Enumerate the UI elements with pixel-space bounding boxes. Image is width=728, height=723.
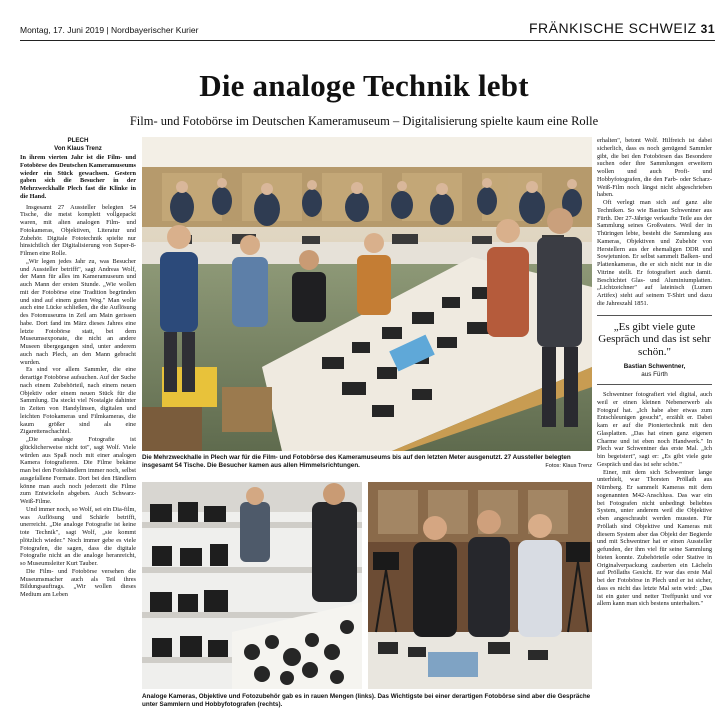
article-paragraph: Oft verlegt man sich auf ganz alte Techniken. So wie Bastian Schwentner aus Fürth. Der 27-Jährige verkaufte Teile aus der Sammlung seines Großvaters. Weil der in Thüringen lebte, besteht die Sammlung aus Kameras, Objektiven und Zubehör von Herstellern aus der ehemaligen DDR und Sowjetunion. Er selbst sammelt Balken- und Plattenkameras, die er sich nicht nur in die Vitrine stellt. Er fotografiert auch damit. Beschichtet Glas- und Aluminiumplatten. „Lichtzeichner" auf lateinisch (Lumen Artifex) steht auf seinem T-Shirt und dazu die Jahreszahl 1851. bbox=[597, 199, 712, 307]
main-photo-caption bbox=[142, 454, 592, 470]
main-photo-hall bbox=[142, 137, 592, 451]
cameras-scene-image bbox=[142, 482, 362, 689]
article-paragraph: Schwentner fotografiert viel digital, auch weil er einen kleinen Nebenerwerb als Fotograf hat. „Ich habe aber etwas zum Entschleunigen gesucht", erzählt er. Dabei kam er auf die Pioniertechnik mit den Glasplatten. „Das hat einen ganz eigenen Charme und ist eben noch Handwerk." In Plech war Schwentner das erste Mal. „Ich bin begeistert", sagt er: „Es gibt viele gute Gespräch und das ist sehr schön." bbox=[597, 391, 712, 468]
collectors-scene-image bbox=[368, 482, 592, 689]
article-lead: In ihrem vierten Jahr ist die Film- und Fotobörse des Deutschen Kameramuseums wieder ein Stück gewachsen. Gestern gaben sich die Besucher in der Mehrzweckhalle Plech fast die Klinke in die Hand. bbox=[20, 154, 136, 200]
article-column-left bbox=[20, 137, 136, 715]
section-title: FRÄNKISCHE SCHWEIZ bbox=[528, 20, 697, 36]
article-column-right bbox=[597, 137, 712, 715]
caption-text: Die Mehrzweckhalle in Plech war für die Film- und Fotobörse des Kameramuseums bis auf den letzten Meter ausgenutzt. 27 Aussteller belegten insgesamt 54 Tische. Die Besucher kamen aus allen Himmelsrichtungen. bbox=[142, 454, 571, 469]
bottom-photos-caption bbox=[142, 693, 592, 709]
article-paragraph: Einer, mit dem sich Schwentner lange unterhielt, war Thorsten Pröllath aus Nürnberg. Er sammelt Kameras mit dem sogenannten M42-Anschluss. Das war ein bei Fotografen nicht unbedingt beliebtes System, unter anderem weil die Objektive eben angeschraubt werden mussten. Für Pröllath sind Objektive und Kameras mit diesem System aber das Objekt der Begierde und mit Schwentner hat er einen Aussteller gefunden, der ihm viel für seine Sammlung bieten konnte. Zubehörteile oder Stative in Originalverpackung zauberten ein Lächeln auf Pröllaths Gesicht. Er war das erste Mal bei der Fotobörse in Plech und er ist sicher, dass es nicht das letzte Mal sein wird: „Das ist ein guter und netter Treffpunkt und vor allem kann man sich bestens unterhalten." bbox=[597, 468, 712, 608]
article-subhead: Film- und Fotobörse im Deutschen Kameramuseum – Digitalisierung spielte kaum eine Rolle bbox=[129, 114, 599, 128]
dateline-place: PLECH bbox=[67, 137, 89, 144]
article-paragraph: „Wir legen jedes Jahr zu, was Besucher und Aussteller betrifft", sagt Andreas Wolf, der Mann für alles im Kameramuseum und auch Mann der ersten Stunde. „Wie wollen mit der Fotobörse eine Tradition begründen und sind auf einem guten Weg." Man wolle auch eine Lücke schließen, die die Auflösung des Fotomuseums in Zeil am Main gerissen habe. Dort fand im März dieses Jahres eine letzte Fotobörse statt, bei dem Museumsexponate, die nicht an andere Museen übergegangen sind, unter anderem auch nach Plech, an den Mann gebracht wurden. bbox=[20, 257, 136, 366]
masthead-section bbox=[529, 20, 715, 36]
pull-quote-attribution: Bastian Schwentner, bbox=[623, 363, 686, 370]
article-paragraph: „Die analoge Fotografie ist glücklicherweise nicht tot", sagt Wolf. Viele würden aus Spaß noch mit einer analogen Kamera fotografieren. Die Filme bekäme man bei den Fotohändlern immer noch, selbst ausgefallene Formate. Dort bei den Händlern könne man auch noch jederzeit die Filme zum Entwickeln abgeben. Auch Schwarz-Weiß-Filme. bbox=[20, 436, 136, 505]
photo-cameras-shelves bbox=[142, 482, 362, 689]
dateline bbox=[20, 137, 136, 152]
article-paragraph: Die Film- und Fotobörse versehen die Museumsmacher auch als Teil ihres Bildungsauftrags. „Wir wollen dieses Medium am Leben bbox=[20, 567, 136, 598]
byline: Von Klaus Trenz bbox=[54, 144, 102, 152]
article-paragraph: erhalten", betont Wolf. Hilfreich ist dabei sicherlich, dass es noch genügend Sammler gibt, die bei den Fotobörsen das Besondere suchen oder ihre Sammlungen erweitern wollen und auch Profi- und Hobbyfotografen, die den Farb- oder Scharz-Weiß-Film noch längst nicht abgeschrieben haben. bbox=[597, 137, 712, 199]
article-paragraph: Insgesamt 27 Aussteller belegten 54 Tische, die meist komplett vollgepackt waren, mit alten analogen Film- und Fotokameras, Objektiven, Literatur und Zubehör. Digitale Fototechnik spielte nur hinsichtlich der Digitalisierung von Super-8-Filmen eine Rolle. bbox=[20, 203, 136, 257]
pull-quote bbox=[597, 315, 712, 386]
page-number: 31 bbox=[700, 22, 715, 36]
article-paragraph: Und immer noch, so Wolf, sei ein Dia-film, was Auflösung und Schärfe betrifft, unerreicht. „Die analoge Fotografie ist keine tote Technik", sagt Wolf, „sie kommt plötzlich wieder." Noch immer gebe es viele Fotografen, die sagen, dass die digitale Fotografie nicht an die analoge heranreicht, so Museumsleiter Kurt Tauber. bbox=[20, 505, 136, 567]
photo-collectors-talking bbox=[368, 482, 592, 689]
masthead-date-line: Montag, 17. Juni 2019 | Nordbayerischer Kurier bbox=[20, 25, 199, 35]
article-paragraph: Es sind vor allem Sammler, die eine derartige Fotobörse aufsuchen. Auf der Suche nach einem Zubehörteil, nach einem neuen Objektiv oder einem neuen Stück für die Sammlung. Da steckt viel Nostalgie dahinter in Zeiten von Handylinsen, digitalen und leichten Fotokameras und Filmkameras, die kaum größer sind als eine Zigarettenschachtel. bbox=[20, 366, 136, 436]
masthead bbox=[20, 18, 715, 41]
pull-quote-origin: aus Fürth bbox=[641, 370, 668, 378]
hall-scene-image bbox=[142, 137, 592, 451]
photo-credit: Fotos: Klaus Trenz bbox=[545, 463, 592, 469]
caption-text: Analoge Kameras, Objektive und Fotozubehör gab es in rauen Mengen (links). Das Wichtigste bei einer derartigen Fotobörse sind aber die Gespräche unter Sammlern und Hobbyfotografen (rechts). bbox=[142, 693, 591, 708]
pull-quote-text: „Es gibt viele gute Gespräch und das ist sehr schön." bbox=[598, 320, 711, 358]
article-headline: Die analoge Technik lebt bbox=[199, 68, 529, 103]
